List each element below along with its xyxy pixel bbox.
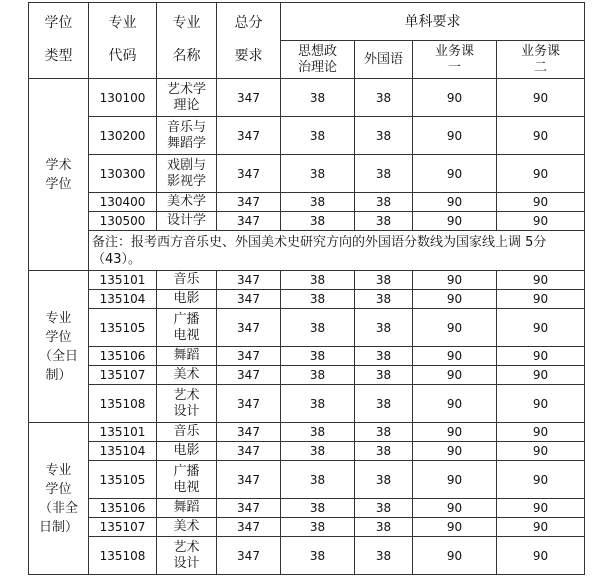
- major-name-cell: [157, 518, 217, 537]
- major-code-cell: 135105: [89, 309, 157, 347]
- table-row: [29, 271, 585, 290]
- course-two-score-cell: 90: [497, 423, 585, 442]
- header-major-name: [157, 3, 217, 79]
- course-one-score-cell: 90: [413, 442, 497, 461]
- foreign-language-score-cell: 38: [355, 423, 413, 442]
- foreign-language-score-cell: 38: [355, 79, 413, 117]
- major-code-cell: 135106: [89, 347, 157, 366]
- major-name-cell: [157, 499, 217, 518]
- foreign-language-score-cell: 38: [355, 537, 413, 575]
- total-score-cell: 347: [217, 309, 281, 347]
- total-score-cell: 347: [217, 366, 281, 385]
- course-two-score-cell: 90: [497, 385, 585, 423]
- politics-score-cell: 38: [281, 366, 355, 385]
- total-score-cell: 347: [217, 155, 281, 193]
- course-two-score-cell: 90: [497, 271, 585, 290]
- course-two-score-cell: 90: [497, 79, 585, 117]
- foreign-language-score-cell: 38: [355, 290, 413, 309]
- course-two-score-cell: 90: [497, 212, 585, 231]
- total-score-cell: 347: [217, 290, 281, 309]
- total-score-cell: 347: [217, 271, 281, 290]
- major-name-cell: [157, 366, 217, 385]
- major-name-line: 艺术: [173, 387, 200, 403]
- course-one-score-cell: 90: [413, 537, 497, 575]
- major-code-cell: 135105: [89, 461, 157, 499]
- total-score-cell: 347: [217, 461, 281, 499]
- major-code-cell: 130300: [89, 155, 157, 193]
- course-one-score-cell: 90: [413, 423, 497, 442]
- course-one-score-cell: 90: [413, 155, 497, 193]
- major-name-cell: [157, 461, 217, 499]
- table-row: [29, 366, 585, 385]
- header-total-score-line2: 要求: [234, 47, 263, 64]
- course-one-score-cell: 90: [413, 79, 497, 117]
- politics-score-cell: 38: [281, 193, 355, 212]
- politics-score-cell: 38: [281, 117, 355, 155]
- course-two-score-cell: 90: [497, 309, 585, 347]
- table-row: [29, 347, 585, 366]
- note-row: [29, 231, 585, 271]
- major-code-cell: 135108: [89, 537, 157, 575]
- foreign-language-score-cell: 38: [355, 518, 413, 537]
- total-score-cell: 347: [217, 537, 281, 575]
- politics-score-cell: 38: [281, 290, 355, 309]
- major-name-line: 戏剧与: [166, 157, 206, 173]
- foreign-language-score-cell: 38: [355, 347, 413, 366]
- major-name-line: 设计: [173, 403, 200, 419]
- politics-score-cell: 38: [281, 537, 355, 575]
- course-two-score-cell: 90: [497, 155, 585, 193]
- foreign-language-score-cell: 38: [355, 155, 413, 193]
- degree-type-line: 学位: [45, 329, 72, 345]
- major-name-line: 舞蹈学: [166, 135, 206, 151]
- total-score-cell: 347: [217, 518, 281, 537]
- major-name-cell: [157, 155, 217, 193]
- course-two-score-cell: 90: [497, 461, 585, 499]
- course-one-score-cell: 90: [413, 193, 497, 212]
- total-score-cell: 347: [217, 499, 281, 518]
- major-code-cell: 130500: [89, 212, 157, 231]
- major-name-line: 舞蹈: [173, 348, 200, 363]
- header-major-code-line1: 专业: [108, 14, 137, 31]
- major-name-cell: [157, 271, 217, 290]
- table-row: [29, 423, 585, 442]
- foreign-language-score-cell: 38: [355, 117, 413, 155]
- politics-score-cell: 38: [281, 423, 355, 442]
- table-row: [29, 290, 585, 309]
- degree-type-line: （非全: [38, 500, 78, 516]
- politics-score-cell: 38: [281, 461, 355, 499]
- course-two-score-cell: 90: [497, 117, 585, 155]
- major-name-line: 美术学: [166, 194, 206, 209]
- politics-score-cell: 38: [281, 347, 355, 366]
- major-name-line: 舞蹈: [173, 500, 200, 515]
- total-score-cell: 347: [217, 79, 281, 117]
- header-foreign-language: 外国语: [355, 41, 413, 79]
- table-row: [29, 193, 585, 212]
- table-row: [29, 442, 585, 461]
- foreign-language-score-cell: 38: [355, 442, 413, 461]
- major-name-line: 影视学: [166, 173, 206, 189]
- header-total-score: [217, 3, 281, 79]
- major-name-line: 音乐与: [166, 119, 206, 135]
- major-name-cell: [157, 193, 217, 212]
- table-row: [29, 79, 585, 117]
- header-politics-line1: 思想政: [297, 43, 337, 59]
- header-course-one-line2: 一: [447, 59, 461, 75]
- major-name-line: 电视: [173, 327, 200, 343]
- major-code-cell: 130100: [89, 79, 157, 117]
- course-one-score-cell: 90: [413, 271, 497, 290]
- major-name-line: 设计学: [166, 213, 206, 228]
- major-name-line: 艺术学: [166, 81, 206, 97]
- politics-score-cell: 38: [281, 79, 355, 117]
- major-code-cell: 135107: [89, 518, 157, 537]
- header-major-code: [89, 3, 157, 79]
- foreign-language-score-cell: 38: [355, 499, 413, 518]
- table-row: [29, 155, 585, 193]
- course-two-score-cell: 90: [497, 518, 585, 537]
- degree-type-line: 专业: [45, 462, 72, 478]
- politics-score-cell: 38: [281, 385, 355, 423]
- table-row: [29, 537, 585, 575]
- major-code-cell: 135104: [89, 442, 157, 461]
- foreign-language-score-cell: 38: [355, 461, 413, 499]
- table-row: [29, 499, 585, 518]
- total-score-cell: 347: [217, 117, 281, 155]
- course-one-score-cell: 90: [413, 290, 497, 309]
- table-body: [29, 79, 585, 575]
- table-row: [29, 461, 585, 499]
- table-row: [29, 385, 585, 423]
- degree-type-line: 学位: [45, 481, 72, 497]
- politics-score-cell: 38: [281, 442, 355, 461]
- major-name-line: 电影: [173, 291, 200, 306]
- major-name-line: 广播: [173, 463, 200, 479]
- foreign-language-score-cell: 38: [355, 385, 413, 423]
- note-text: 备注：报考西方音乐史、外国美术史研究方向的外国语分数线为国家线上调 5分（43）。: [89, 231, 585, 271]
- header-politics-line2: 治理论: [297, 59, 337, 75]
- total-score-cell: 347: [217, 442, 281, 461]
- degree-type-line: 制）: [45, 367, 72, 383]
- major-code-cell: 135101: [89, 423, 157, 442]
- header-course-two: [497, 41, 585, 79]
- major-name-line: 艺术: [173, 539, 200, 555]
- header-degree-type-line2: 类型: [44, 47, 73, 64]
- foreign-language-score-cell: 38: [355, 193, 413, 212]
- total-score-cell: 347: [217, 347, 281, 366]
- foreign-language-score-cell: 38: [355, 309, 413, 347]
- course-two-score-cell: 90: [497, 499, 585, 518]
- course-two-score-cell: 90: [497, 290, 585, 309]
- total-score-cell: 347: [217, 385, 281, 423]
- politics-score-cell: 38: [281, 155, 355, 193]
- header-course-one: [413, 41, 497, 79]
- politics-score-cell: 38: [281, 271, 355, 290]
- major-name-line: 理论: [173, 97, 200, 113]
- course-two-score-cell: 90: [497, 366, 585, 385]
- course-one-score-cell: 90: [413, 117, 497, 155]
- table-header: [29, 3, 585, 79]
- major-name-cell: [157, 347, 217, 366]
- degree-type-line: 专业: [45, 310, 72, 326]
- course-one-score-cell: 90: [413, 347, 497, 366]
- major-name-cell: [157, 537, 217, 575]
- course-two-score-cell: 90: [497, 347, 585, 366]
- table-row: [29, 117, 585, 155]
- major-code-cell: 135108: [89, 385, 157, 423]
- degree-type-cell: [29, 423, 89, 575]
- major-name-cell: [157, 79, 217, 117]
- major-name-cell: [157, 212, 217, 231]
- header-course-one-line1: 业务课: [434, 43, 474, 59]
- major-code-cell: 130400: [89, 193, 157, 212]
- course-one-score-cell: 90: [413, 385, 497, 423]
- major-name-cell: [157, 442, 217, 461]
- politics-score-cell: 38: [281, 499, 355, 518]
- header-course-two-line1: 业务课: [520, 43, 560, 59]
- foreign-language-score-cell: 38: [355, 212, 413, 231]
- politics-score-cell: 38: [281, 212, 355, 231]
- foreign-language-score-cell: 38: [355, 366, 413, 385]
- course-one-score-cell: 90: [413, 366, 497, 385]
- header-degree-type: [29, 3, 89, 79]
- header-major-name-line2: 名称: [172, 47, 201, 64]
- major-name-line: 电影: [173, 443, 200, 458]
- header-major-name-line1: 专业: [172, 14, 201, 31]
- course-two-score-cell: 90: [497, 537, 585, 575]
- header-course-two-line2: 二: [533, 59, 547, 75]
- major-name-cell: [157, 385, 217, 423]
- major-name-line: 美术: [173, 367, 200, 382]
- major-code-cell: 135106: [89, 499, 157, 518]
- header-major-code-line2: 代码: [108, 47, 137, 64]
- major-code-cell: 130200: [89, 117, 157, 155]
- header-degree-type-line1: 学位: [44, 14, 73, 31]
- degree-type-cell: [29, 79, 89, 271]
- course-one-score-cell: 90: [413, 499, 497, 518]
- table-row: [29, 212, 585, 231]
- degree-type-cell: [29, 271, 89, 423]
- major-name-cell: [157, 290, 217, 309]
- course-one-score-cell: 90: [413, 212, 497, 231]
- major-name-line: 电视: [173, 479, 200, 495]
- politics-score-cell: 38: [281, 518, 355, 537]
- course-one-score-cell: 90: [413, 518, 497, 537]
- major-name-line: 设计: [173, 555, 200, 571]
- major-name-cell: [157, 423, 217, 442]
- major-code-cell: 135101: [89, 271, 157, 290]
- major-code-cell: 135107: [89, 366, 157, 385]
- major-code-cell: 135104: [89, 290, 157, 309]
- score-table: [28, 2, 585, 575]
- degree-type-line: 学位: [45, 176, 72, 192]
- major-name-line: 音乐: [173, 272, 200, 287]
- foreign-language-score-cell: 38: [355, 271, 413, 290]
- major-name-cell: [157, 117, 217, 155]
- header-single-subject: 单科要求: [281, 3, 585, 41]
- total-score-cell: 347: [217, 193, 281, 212]
- total-score-cell: 347: [217, 423, 281, 442]
- major-name-line: 美术: [173, 519, 200, 534]
- degree-type-line: （全日: [38, 348, 78, 364]
- major-name-line: 广播: [173, 311, 200, 327]
- course-one-score-cell: 90: [413, 461, 497, 499]
- course-two-score-cell: 90: [497, 193, 585, 212]
- major-name-cell: [157, 309, 217, 347]
- header-total-score-line1: 总分: [234, 14, 263, 31]
- politics-score-cell: 38: [281, 309, 355, 347]
- course-one-score-cell: 90: [413, 309, 497, 347]
- table-row: [29, 309, 585, 347]
- table-row: [29, 518, 585, 537]
- total-score-cell: 347: [217, 212, 281, 231]
- major-name-line: 音乐: [173, 424, 200, 439]
- course-two-score-cell: 90: [497, 442, 585, 461]
- degree-type-line: 日制）: [38, 519, 78, 535]
- header-politics: [281, 41, 355, 79]
- degree-type-line: 学术: [45, 157, 72, 173]
